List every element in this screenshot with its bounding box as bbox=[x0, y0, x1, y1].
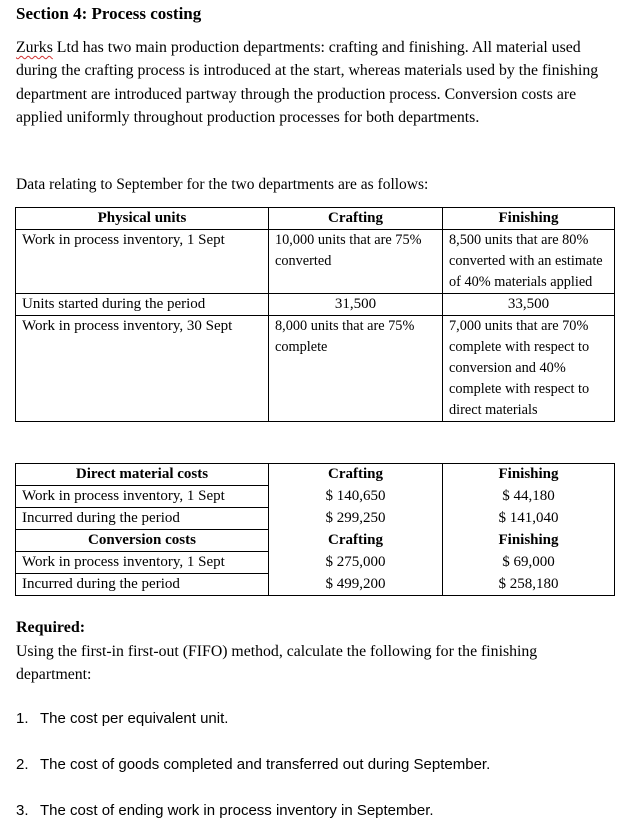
finishing-cell: $ 69,000 bbox=[443, 552, 615, 574]
question-number: 2. bbox=[16, 756, 29, 773]
header-finishing: Finishing bbox=[443, 530, 615, 552]
question-item bbox=[16, 756, 490, 773]
question-number: 3. bbox=[16, 802, 29, 819]
row-label: Work in process inventory, 1 Sept bbox=[16, 486, 269, 508]
header-physical-units: Physical units bbox=[16, 208, 269, 230]
finishing-cell: 7,000 units that are 70% complete with respect to conversion and 40% complete with respect to direct materials bbox=[443, 316, 615, 422]
finishing-cell: 33,500 bbox=[443, 294, 615, 316]
header-direct-material-costs: Direct material costs bbox=[16, 464, 269, 486]
finishing-cell: $ 44,180 bbox=[443, 486, 615, 508]
table-row bbox=[16, 508, 615, 530]
header-finishing: Finishing bbox=[443, 464, 615, 486]
finishing-cell: $ 141,040 bbox=[443, 508, 615, 530]
crafting-cell: 8,000 units that are 75% complete bbox=[269, 316, 443, 422]
table-row bbox=[16, 574, 615, 596]
table-row bbox=[16, 552, 615, 574]
table-row bbox=[16, 230, 615, 294]
dm-header-row bbox=[16, 464, 615, 486]
question-item bbox=[16, 802, 434, 819]
intro-paragraph bbox=[16, 36, 616, 129]
row-label: Work in process inventory, 30 Sept bbox=[16, 316, 269, 422]
table-row bbox=[16, 486, 615, 508]
crafting-cell: $ 140,650 bbox=[269, 486, 443, 508]
table-header-row bbox=[16, 208, 615, 230]
table-row bbox=[16, 294, 615, 316]
row-label: Work in process inventory, 1 Sept bbox=[16, 230, 269, 294]
header-crafting: Crafting bbox=[269, 208, 443, 230]
required-text: Using the first-in first-out (FIFO) method, calculate the following for the finishing department: bbox=[16, 643, 538, 683]
header-crafting: Crafting bbox=[269, 530, 443, 552]
row-label: Incurred during the period bbox=[16, 574, 269, 596]
finishing-cell: $ 258,180 bbox=[443, 574, 615, 596]
row-label: Units started during the period bbox=[16, 294, 269, 316]
question-item bbox=[16, 710, 228, 727]
required-heading: Required: bbox=[16, 619, 86, 636]
company-name: Zurks bbox=[16, 39, 53, 56]
crafting-cell: 31,500 bbox=[269, 294, 443, 316]
question-text: The cost of ending work in process inventory in September. bbox=[40, 802, 434, 819]
intro-text: Ltd has two main production departments: crafting and finishing. All material used during the crafting process is introduced at the start, whereas materials used by the finishing department are introduced partway through the production process. Conversion costs are applied uniformly throughout production processes for both departments. bbox=[16, 39, 599, 126]
costs-table bbox=[15, 463, 615, 596]
crafting-cell: 10,000 units that are 75% converted bbox=[269, 230, 443, 294]
crafting-cell: $ 299,250 bbox=[269, 508, 443, 530]
row-label: Incurred during the period bbox=[16, 508, 269, 530]
row-label: Work in process inventory, 1 Sept bbox=[16, 552, 269, 574]
data-intro: Data relating to September for the two departments are as follows: bbox=[16, 176, 429, 193]
question-number: 1. bbox=[16, 710, 29, 727]
physical-units-table bbox=[15, 207, 615, 422]
crafting-cell: $ 275,000 bbox=[269, 552, 443, 574]
crafting-cell: $ 499,200 bbox=[269, 574, 443, 596]
question-text: The cost of goods completed and transferred out during September. bbox=[40, 756, 491, 773]
question-text: The cost per equivalent unit. bbox=[40, 710, 229, 727]
cc-header-row bbox=[16, 530, 615, 552]
header-conversion-costs: Conversion costs bbox=[16, 530, 269, 552]
finishing-cell: 8,500 units that are 80% converted with an estimate of 40% materials applied bbox=[443, 230, 615, 294]
table-row bbox=[16, 316, 615, 422]
header-finishing: Finishing bbox=[443, 208, 615, 230]
header-crafting: Crafting bbox=[269, 464, 443, 486]
section-title: Section 4: Process costing bbox=[16, 4, 202, 23]
